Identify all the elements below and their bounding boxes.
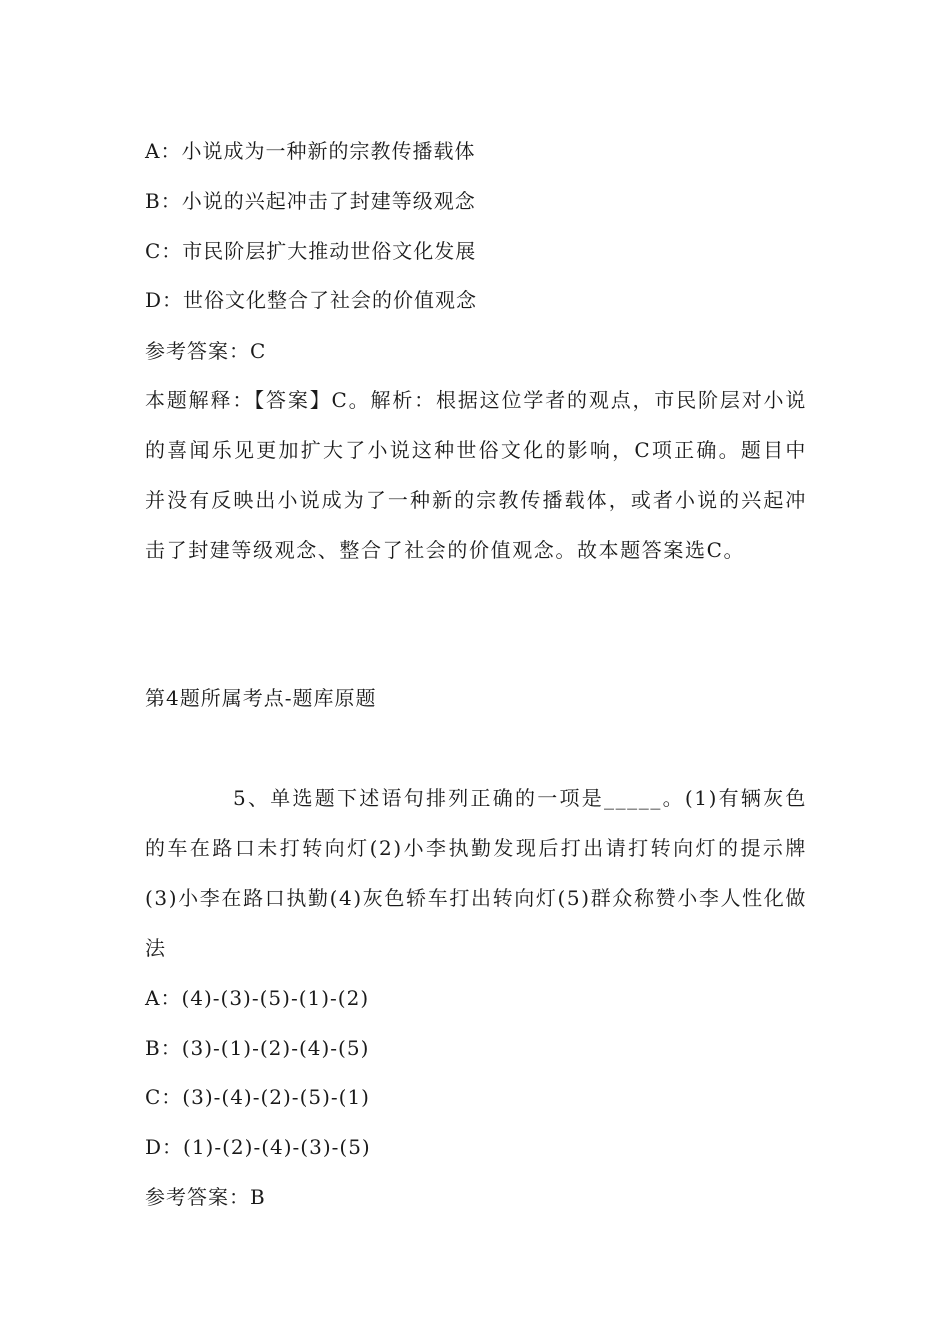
q5-option-b: B：(3)-(1)-(2)-(4)-(5) [145, 1036, 370, 1060]
q4-topic: 第4题所属考点-题库原题 [145, 686, 377, 710]
q5-question: 5、单选题下述语句排列正确的一项是_____。(1)有辆灰色的车在路口未打转向灯(2)小李执勤发现后打出请打转向灯的提示牌(3)小李在路口执勤(4)灰色轿车打出转向灯(5)群众称赞小李人性化做法 [145, 786, 807, 960]
q5-option-c: C：(3)-(4)-(2)-(5)-(1) [145, 1085, 370, 1109]
q5-option-d: D：(1)-(2)-(4)-(3)-(5) [145, 1135, 371, 1159]
q4-explanation: 本题解释：【答案】C。解析：根据这位学者的观点，市民阶层对小说的喜闻乐见更加扩大了小说这种世俗文化的影响，C项正确。题目中并没有反映出小说成为了一种新的宗教传播载体，或者小说的兴起冲击了封建等级观念、整合了社会的价值观念。故本题答案选C。 [145, 388, 807, 562]
q4-answer: 参考答案：C [145, 339, 267, 363]
q5-answer: 参考答案：B [145, 1185, 266, 1209]
q4-option-d: D：世俗文化整合了社会的价值观念 [145, 288, 478, 312]
q5-option-a: A：(4)-(3)-(5)-(1)-(2) [145, 986, 370, 1010]
q4-option-b: B：小说的兴起冲击了封建等级观念 [145, 189, 476, 213]
q4-option-a: A：小说成为一种新的宗教传播载体 [145, 139, 476, 163]
q4-option-c: C：市民阶层扩大推动世俗文化发展 [145, 239, 477, 263]
